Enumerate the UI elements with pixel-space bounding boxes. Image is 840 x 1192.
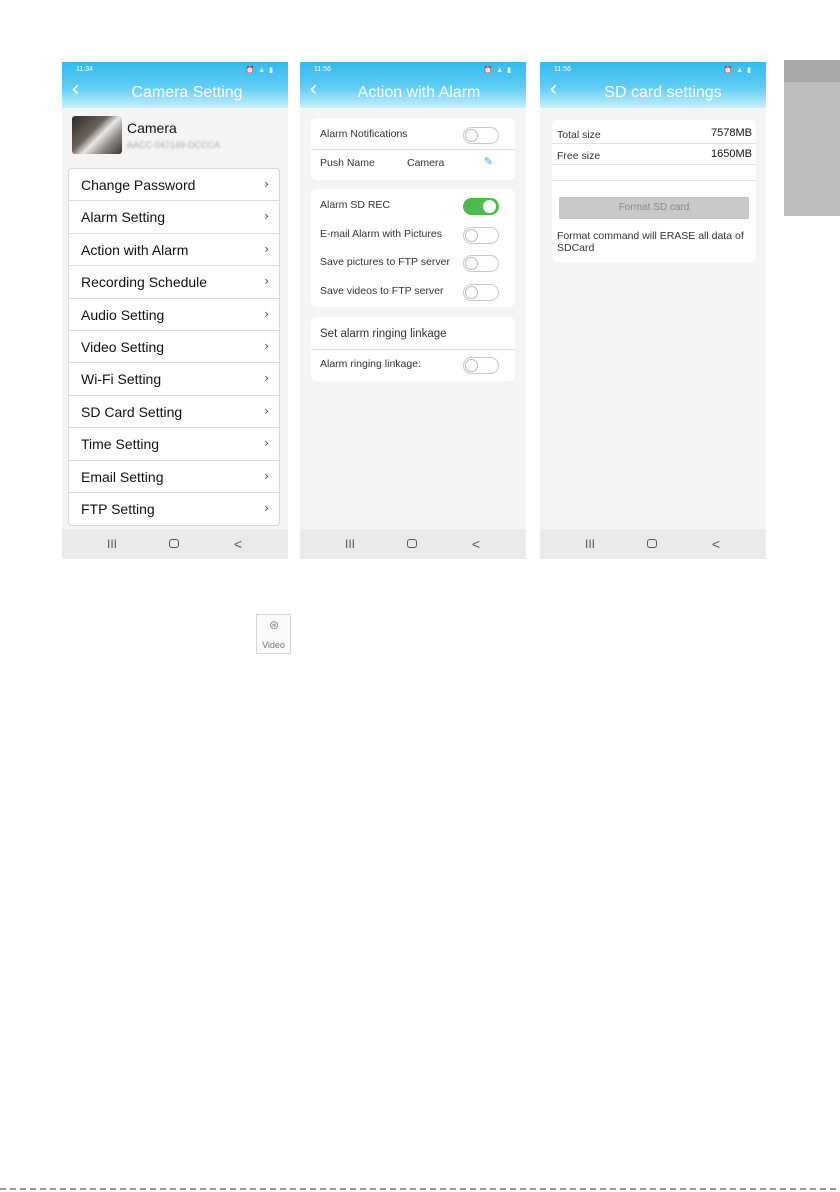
chevron-right-icon: › xyxy=(264,209,269,224)
app-header xyxy=(62,62,288,108)
status-time: 11:56 xyxy=(554,66,571,73)
alarm-notifications-toggle[interactable] xyxy=(463,127,499,144)
chevron-right-icon: › xyxy=(264,468,269,483)
menu-item-label: FTP Setting xyxy=(81,500,155,517)
menu-item-email-setting[interactable] xyxy=(69,461,279,493)
alarm-notifications-row xyxy=(311,123,515,147)
chevron-right-icon: › xyxy=(264,403,269,418)
menu-item-time-setting[interactable] xyxy=(69,428,279,460)
android-nav-bar xyxy=(300,529,526,559)
format-sd-card-button[interactable]: Format SD card xyxy=(559,197,749,219)
menu-item-label: SD Card Setting xyxy=(81,403,183,420)
video-button-label: Video xyxy=(262,640,285,650)
menu-item-label: Email Setting xyxy=(81,468,164,485)
menu-item-label: Video Setting xyxy=(81,338,165,355)
status-time: 11:56 xyxy=(314,66,331,73)
chevron-right-icon: › xyxy=(264,274,269,289)
recent-apps-icon[interactable]: III xyxy=(584,537,595,551)
status-bar xyxy=(62,64,288,76)
total-size-label: Total size xyxy=(557,129,601,141)
ftp-pictures-toggle[interactable] xyxy=(463,255,499,272)
alarm-sd-rec-toggle[interactable] xyxy=(463,198,499,215)
edit-pencil-icon[interactable]: ✎ xyxy=(483,155,493,168)
email-alarm-label: E-mail Alarm with Pictures xyxy=(320,228,442,240)
ftp-pictures-label: Save pictures to FTP server xyxy=(320,256,450,268)
alarm-sd-rec-label: Alarm SD REC xyxy=(320,199,391,211)
menu-item-label: Recording Schedule xyxy=(81,274,208,291)
app-header xyxy=(300,62,526,108)
menu-item-wifi-setting[interactable] xyxy=(69,363,279,395)
ftp-videos-toggle[interactable] xyxy=(463,284,499,301)
menu-item-label: Change Password xyxy=(81,177,196,193)
ftp-pictures-row xyxy=(311,251,515,275)
ftp-videos-label: Save videos to FTP server xyxy=(320,285,444,297)
recent-apps-icon[interactable]: III xyxy=(344,537,355,551)
divider xyxy=(552,164,756,165)
chevron-right-icon: › xyxy=(264,500,269,515)
push-name-value: Camera xyxy=(407,157,445,169)
status-bar xyxy=(300,64,526,76)
total-size-value: 7578MB xyxy=(711,127,752,139)
camera-thumbnail xyxy=(72,116,122,154)
camera-id: AACC-047149-DCCCA xyxy=(127,140,221,150)
push-name-label: Push Name xyxy=(320,157,375,169)
menu-item-recording-schedule[interactable] xyxy=(69,266,279,298)
settings-menu xyxy=(68,168,280,526)
ringing-header: Set alarm ringing linkage xyxy=(320,328,447,340)
nav-back-icon[interactable]: < xyxy=(233,536,243,552)
home-icon[interactable] xyxy=(642,535,662,553)
ftp-videos-row xyxy=(311,280,515,304)
status-time: 11:34 xyxy=(76,66,93,73)
back-arrow-icon[interactable]: ‹ xyxy=(309,77,318,102)
menu-item-alarm-setting[interactable] xyxy=(69,201,279,233)
page-bottom-rule xyxy=(0,1188,840,1190)
status-bar xyxy=(540,64,766,76)
recent-apps-icon[interactable]: III xyxy=(106,537,117,551)
sd-card-info xyxy=(552,120,756,262)
nav-back-icon[interactable]: < xyxy=(471,536,481,552)
home-icon[interactable] xyxy=(402,535,422,553)
app-header xyxy=(540,62,766,108)
video-button xyxy=(256,614,291,654)
divider xyxy=(311,149,515,150)
page-title: Camera Setting xyxy=(131,84,243,101)
side-tab-marker xyxy=(784,60,840,216)
side-tab-cap xyxy=(784,60,840,82)
page-title: SD card settings xyxy=(604,84,722,101)
home-icon[interactable] xyxy=(164,535,184,553)
menu-item-label: Action with Alarm xyxy=(81,241,189,258)
ringing-linkage-label: Alarm ringing linkage: xyxy=(320,358,421,370)
menu-item-ftp-setting[interactable] xyxy=(69,493,279,525)
menu-item-label: Wi-Fi Setting xyxy=(81,371,162,388)
email-alarm-row xyxy=(311,223,515,247)
status-icons: ⏰ ▲ ▮ xyxy=(245,67,274,74)
chevron-right-icon: › xyxy=(264,177,269,191)
divider xyxy=(311,349,515,350)
format-warning-text: Format command will ERASE all data of SDCard xyxy=(557,230,744,254)
sd-card-settings-screen xyxy=(540,62,766,559)
alarm-notifications-label: Alarm Notifications xyxy=(320,128,408,140)
back-arrow-icon[interactable]: ‹ xyxy=(549,77,558,102)
menu-item-action-with-alarm[interactable] xyxy=(69,234,279,266)
menu-item-label: Alarm Setting xyxy=(81,209,166,226)
camera-name: Camera xyxy=(127,120,177,136)
nav-back-icon[interactable]: < xyxy=(711,536,721,552)
free-size-value: 1650MB xyxy=(711,148,752,160)
chevron-right-icon: › xyxy=(264,371,269,386)
status-icons: ⏰ ▲ ▮ xyxy=(483,67,512,74)
menu-item-sd-card-setting[interactable] xyxy=(69,396,279,428)
free-size-label: Free size xyxy=(557,150,601,162)
android-nav-bar xyxy=(62,529,288,559)
alarm-actions-card xyxy=(311,189,515,307)
push-name-row xyxy=(311,152,515,176)
email-alarm-toggle[interactable] xyxy=(463,227,499,244)
menu-item-label: Time Setting xyxy=(81,436,160,453)
menu-item-label: Audio Setting xyxy=(81,306,165,323)
divider xyxy=(552,143,756,144)
page-title: Action with Alarm xyxy=(357,84,481,101)
chevron-right-icon: › xyxy=(264,338,269,353)
ringing-header-row xyxy=(311,323,515,347)
chevron-right-icon: › xyxy=(264,241,269,256)
chevron-right-icon: › xyxy=(264,436,269,451)
menu-item-audio-setting[interactable] xyxy=(69,299,279,331)
back-arrow-icon[interactable]: ‹ xyxy=(71,77,80,102)
camera-setting-screen xyxy=(62,62,288,559)
chevron-right-icon: › xyxy=(264,306,269,321)
ringing-linkage-toggle[interactable] xyxy=(463,357,499,374)
notification-card xyxy=(311,118,515,180)
ringing-card xyxy=(311,317,515,381)
ringing-linkage-row xyxy=(311,353,515,377)
alarm-sd-rec-row xyxy=(311,194,515,218)
android-nav-bar xyxy=(540,529,766,559)
film-reel-icon: ⊛ xyxy=(268,618,280,632)
action-with-alarm-screen xyxy=(300,62,526,559)
menu-item-video-setting[interactable] xyxy=(69,331,279,363)
camera-header xyxy=(70,114,280,158)
status-icons: ⏰ ▲ ▮ xyxy=(723,67,752,74)
menu-item-change-password[interactable] xyxy=(69,169,279,201)
divider xyxy=(552,180,756,181)
